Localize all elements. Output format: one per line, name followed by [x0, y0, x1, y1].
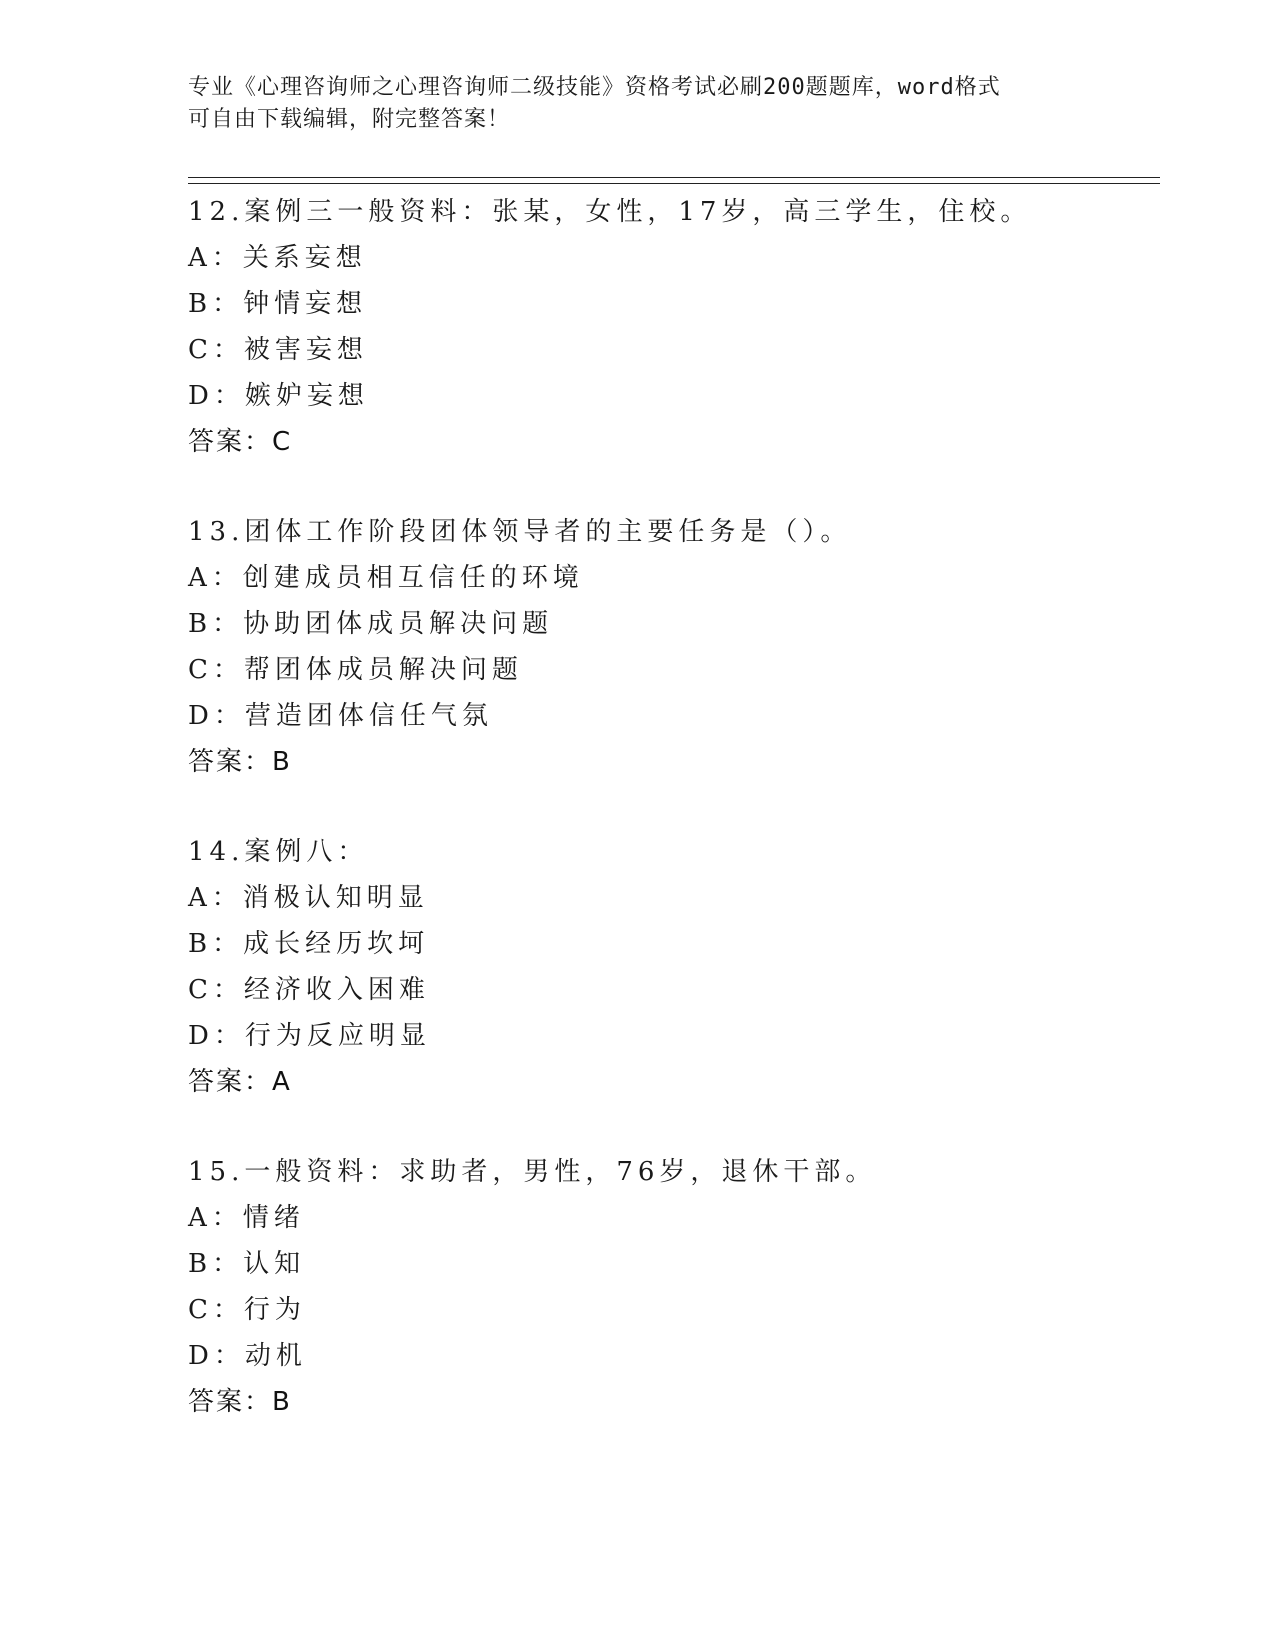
header-divider-top [188, 177, 1160, 178]
option-d: D：营造团体信任气氛 [188, 701, 493, 731]
option-c: C：被害妄想 [188, 335, 368, 365]
question-block [188, 1149, 1148, 1425]
option-d: D：动机 [188, 1341, 307, 1371]
question-stem: 12.案例三一般资料：张某，女性，17岁，高三学生，住校。 [188, 197, 1032, 227]
option-a: A：关系妄想 [188, 243, 367, 273]
header-line-1: 专业《心理咨询师之心理咨询师二级技能》资格考试必刷200题题库，word格式 [188, 75, 1001, 100]
header-divider-bottom [188, 183, 1160, 184]
option-a: A：创建成员相互信任的环境 [188, 563, 584, 593]
option-a: A：情绪 [188, 1203, 305, 1233]
header-line-2: 可自由下载编辑，附完整答案！ [188, 107, 511, 132]
option-d: D：行为反应明显 [188, 1021, 431, 1051]
option-b: B：认知 [188, 1249, 306, 1279]
option-b: B：钟情妄想 [188, 289, 368, 319]
option-d: D：嫉妒妄想 [188, 381, 369, 411]
option-b: B：成长经历坎坷 [188, 929, 430, 959]
question-block [188, 509, 1148, 785]
option-c: C：行为 [188, 1295, 306, 1325]
option-c: C：帮团体成员解决问题 [188, 655, 523, 685]
answer-line: 答案：C [188, 427, 293, 457]
question-block [188, 829, 1148, 1105]
question-stem: 15.一般资料：求助者，男性，76岁，退休干部。 [188, 1157, 877, 1187]
option-a: A：消极认知明显 [188, 883, 429, 913]
answer-line: 答案：B [188, 1387, 292, 1417]
question-stem: 13.团体工作阶段团体领导者的主要任务是（）。 [188, 517, 852, 547]
question-block [188, 189, 1148, 465]
question-stem: 14.案例八： [188, 837, 369, 867]
answer-line: 答案：B [188, 747, 292, 777]
option-b: B：协助团体成员解决问题 [188, 609, 554, 639]
option-c: C：经济收入困难 [188, 975, 430, 1005]
answer-line: 答案：A [188, 1067, 292, 1097]
document-header [188, 72, 1088, 136]
